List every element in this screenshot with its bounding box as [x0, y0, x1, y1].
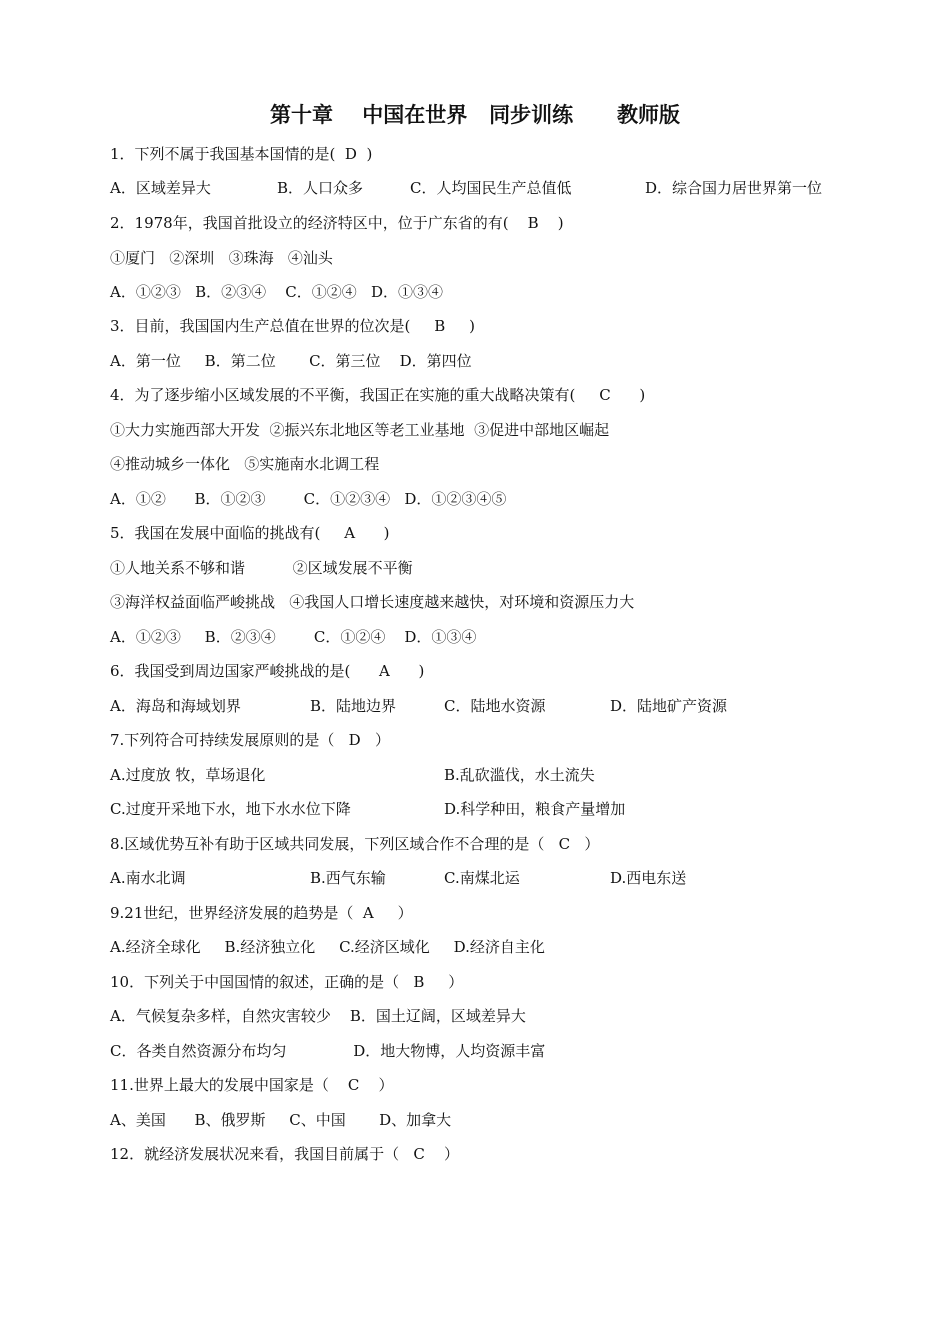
q1-option-a: A．区域差异大 [110, 179, 211, 197]
q7-option-c: C.过度开采地下水，地下水水位下降 [110, 800, 351, 818]
q1-stem: 1．下列不属于我国基本国情的是( D ) [110, 145, 373, 163]
q7-option-a: A.过度放 牧，草场退化 [110, 766, 266, 784]
q1-option-d: D．综合国力居世界第一位 [645, 179, 823, 197]
q8-stem: 8.区域优势互补有助于区域共同发展，下列区域合作不合理的是（ C ） [110, 835, 600, 853]
q5-stem: 5．我国在发展中面临的挑战有( A ) [110, 524, 390, 542]
q9-options: A.经济全球化 B.经济独立化 C.经济区域化 D.经济自主化 [110, 938, 545, 956]
q5-options: A．①②③ B．②③④ C．①②④ D．①③④ [110, 628, 477, 646]
q8-options [110, 868, 810, 988]
q8-option-b: B.西气东输 [310, 869, 386, 887]
q6-option-d: D．陆地矿产资源 [610, 697, 728, 715]
q1-option-c: C．人均国民生产总值低 [410, 179, 572, 197]
q7-stem: 7.下列符合可持续发展原则的是（ D ） [110, 731, 390, 749]
q5-items-1: ①人地关系不够和谐 ②区域发展不平衡 [110, 559, 413, 577]
q4-items-1: ①大力实施西部大开发 ②振兴东北地区等老工业基地 ③促进中部地区崛起 [110, 421, 610, 439]
q6-option-c: C．陆地水资源 [444, 697, 546, 715]
q10-options-2: C．各类自然资源分布均匀 D．地大物博，人均资源丰富 [110, 1042, 546, 1060]
q12-stem: 12．就经济发展状况来看，我国目前属于（ C ） [110, 1145, 459, 1163]
q10-options-1: A．气候复杂多样，自然灾害较少 B．国土辽阔，区域差异大 [110, 1007, 526, 1025]
q4-options: A．①② B．①②③ C．①②③④ D．①②③④⑤ [110, 490, 507, 508]
q3-options: A．第一位 B．第二位 C．第三位 D．第四位 [110, 352, 472, 370]
q8-option-d: D.西电东送 [610, 869, 687, 887]
q4-stem: 4．为了逐步缩小区域发展的不平衡，我国正在实施的重大战略决策有( C ) [110, 386, 646, 404]
q11-stem: 11.世界上最大的发展中国家是（ C ） [110, 1076, 394, 1094]
q7-option-d: D.科学种田，粮食产量增加 [444, 800, 626, 818]
q11-options: A、美国 B、俄罗斯 C、中国 D、加拿大 [110, 1111, 452, 1129]
q2-options: A．①②③ B．②③④ C．①②④ D．①③④ [110, 283, 444, 301]
q8-option-c: C.南煤北运 [444, 869, 520, 887]
page-title: 第十章 中国在世界 同步训练 教师版 [269, 103, 681, 127]
q1-option-b: B．人口众多 [277, 179, 364, 197]
q7-option-b: B.乱砍滥伐，水土流失 [444, 766, 595, 784]
q9-stem: 9.21世纪，世界经济发展的趋势是（ A ） [110, 904, 413, 922]
q2-items: ①厦门 ②深圳 ③珠海 ④汕头 [110, 249, 333, 267]
q5-items-2: ③海洋权益面临严峻挑战 ④我国人口增长速度越来越快，对环境和资源压力大 [110, 593, 635, 611]
q10-stem: 10．下列关于中国国情的叙述，正确的是（ B ） [110, 973, 464, 991]
q6-option-a: A．海岛和海域划界 [110, 697, 241, 715]
q3-stem: 3．目前，我国国内生产总值在世界的位次是( B ) [110, 317, 475, 335]
q8-option-a: A.南水北调 [110, 869, 186, 887]
q2-stem: 2．1978年，我国首批设立的经济特区中，位于广东省的有( B ) [110, 214, 564, 232]
q1-options [110, 178, 870, 298]
q6-stem: 6．我国受到周边国家严峻挑战的是( A ) [110, 662, 425, 680]
q6-option-b: B．陆地边界 [310, 697, 397, 715]
q4-items-2: ④推动城乡一体化 ⑤实施南水北调工程 [110, 455, 380, 473]
